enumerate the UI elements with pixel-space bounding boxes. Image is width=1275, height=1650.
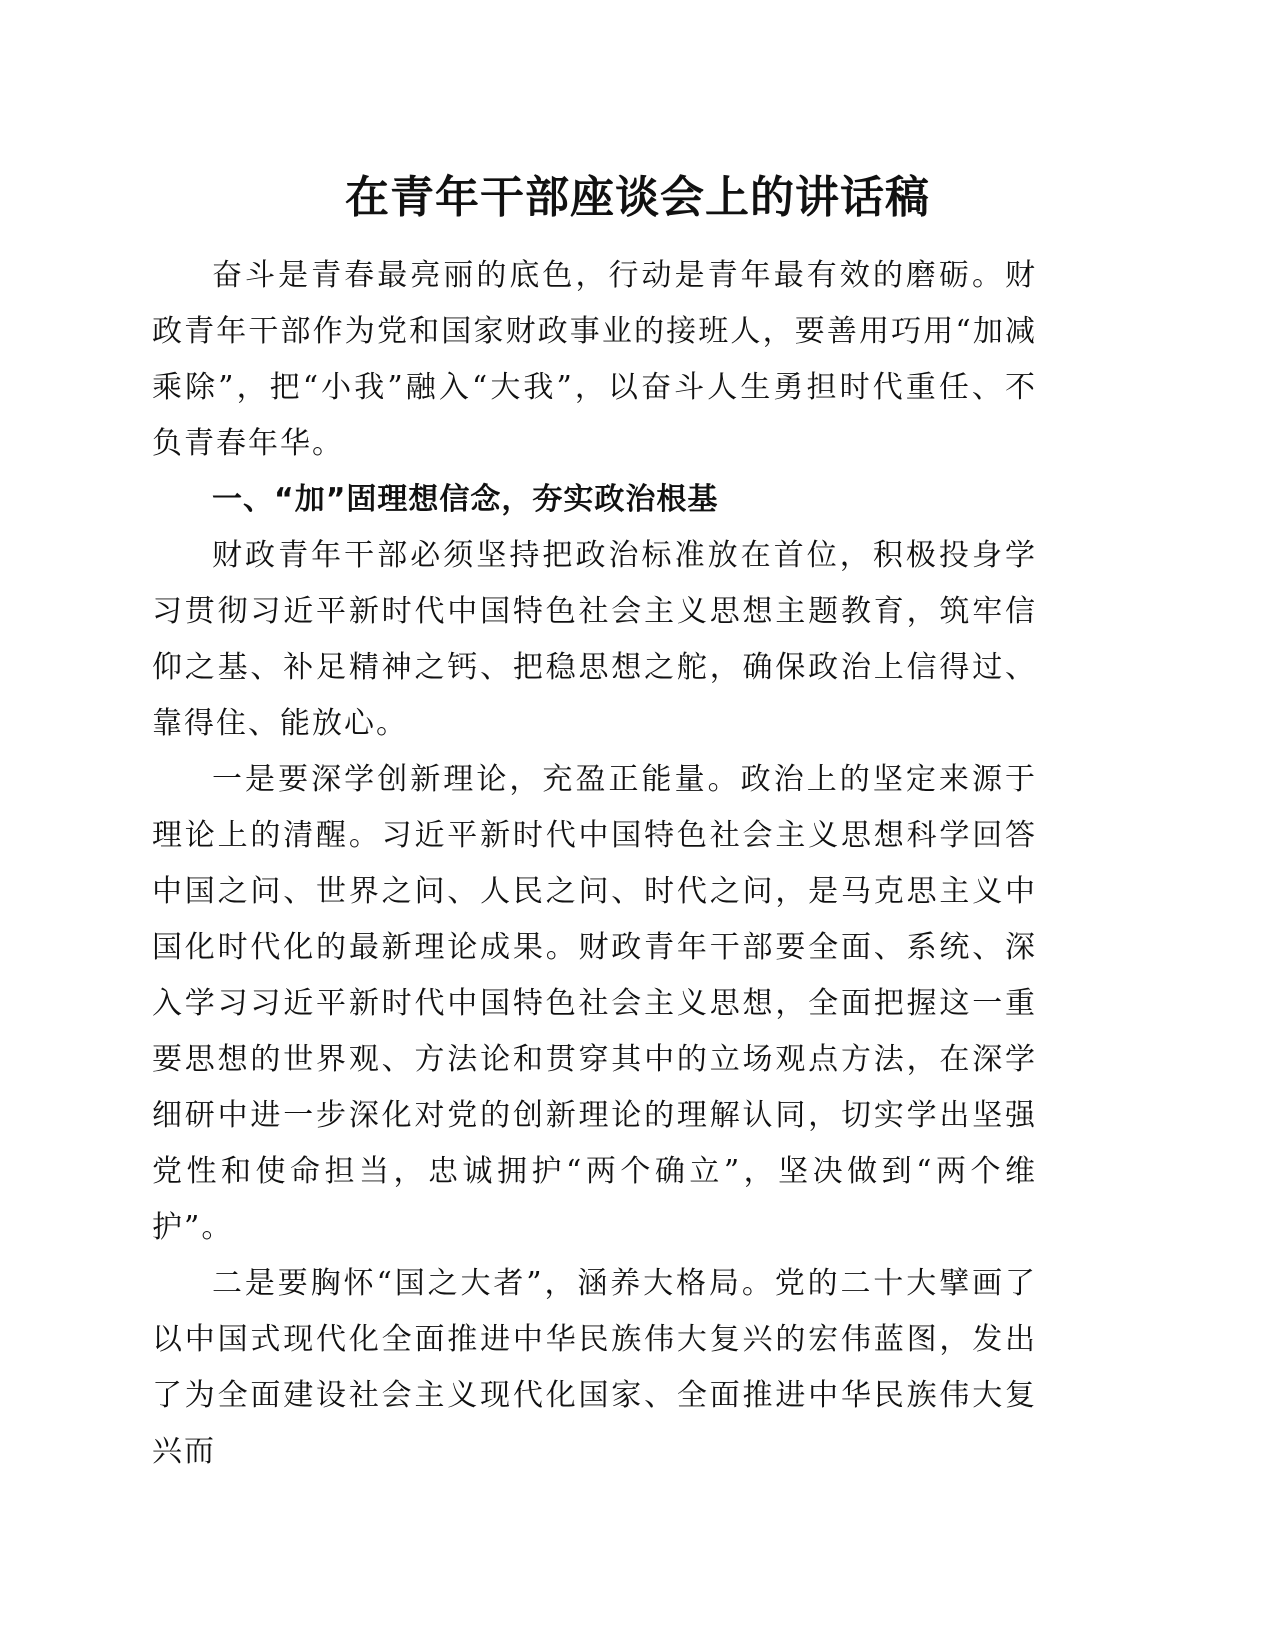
point-2-paragraph: 二是要胸怀“国之大者”，涵养大格局。党的二十大擘画了以中国式现代化全面推进中华民族伟大复兴的宏伟蓝图，发出了为全面建设社会主义现代化国家、全面推进中华民族伟大复兴而 [152,1266,1037,1469]
section-heading-1: 一、“加”固理想信念，夯实政治根基 [212,482,719,517]
intro-paragraph: 奋斗是青春最亮丽的底色，行动是青年最有效的磨砺。财政青年干部作为党和国家财政事业的接班人，要善用巧用“加减乘除”，把“小我”融入“大我”，以奋斗人生勇担时代重任、不负青春年华。 [152,258,1037,461]
document-body [152,248,1037,1480]
document-title: 在青年干部座谈会上的讲话稿 [345,172,930,223]
section-1-paragraph: 财政青年干部必须坚持把政治标准放在首位，积极投身学习贯彻习近平新时代中国特色社会主义思想主题教育，筑牢信仰之基、补足精神之钙、把稳思想之舵，确保政治上信得过、靠得住、能放心。 [152,538,1037,741]
point-1-paragraph: 一是要深学创新理论，充盈正能量。政治上的坚定来源于理论上的清醒。习近平新时代中国特色社会主义思想科学回答中国之问、世界之问、人民之问、时代之问，是马克思主义中国化时代化的最新理论成果。财政青年干部要全面、系统、深入学习习近平新时代中国特色社会主义思想，全面把握这一重要思想的世界观、方法论和贯穿其中的立场观点方法，在深学细研中进一步深化对党的创新理论的理解认同，切实学出坚强党性和使命担当，忠诚拥护“两个确立”，坚决做到“两个维护”。 [152,762,1037,1245]
